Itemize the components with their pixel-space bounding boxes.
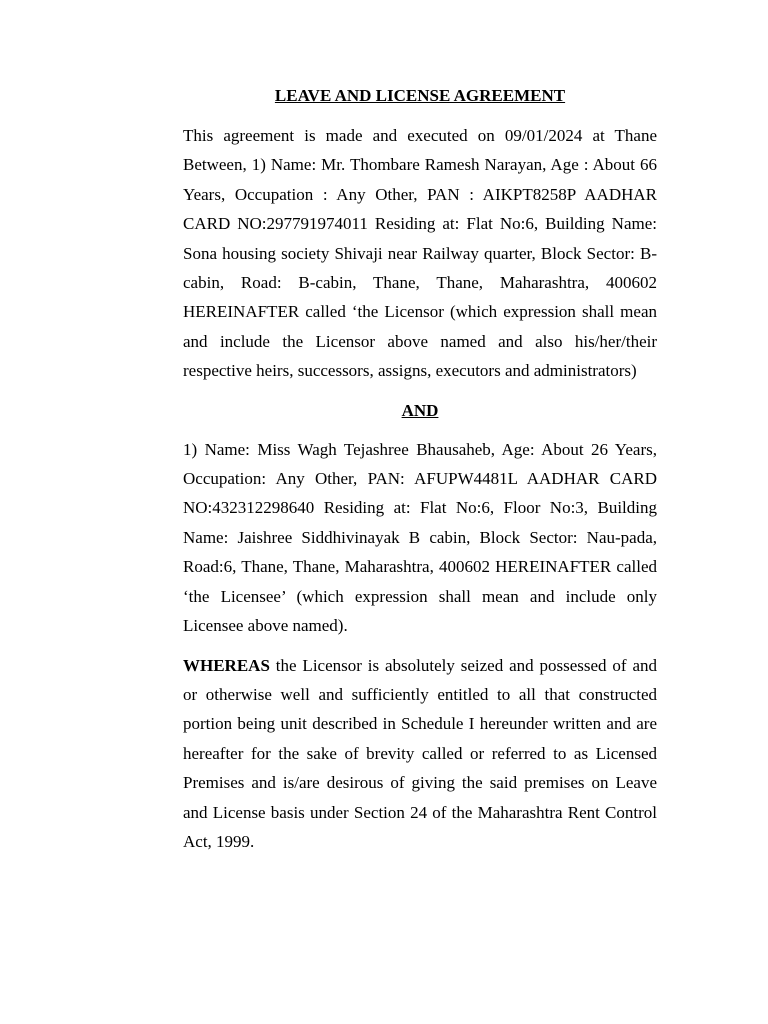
licensee-paragraph: 1) Name: Miss Wagh Tejashree Bhausaheb, Age: About 26 Years, Occupation: Any Other, PAN: AFUPW4481L AADHAR CARD NO:432312298640 Residing at: Flat No:6, Floor No:3, Building Name: Jaishree Siddhivinayak B cabin, Block Sector: Nau-pada, Road:6, Thane, Thane, Maharashtra, 400602 HEREINAFTER called ‘the Licensee’ (which expression shall mean and include only Licensee above named). — [183, 439, 657, 636]
whereas-lead: WHEREAS — [183, 655, 270, 675]
document-page — [183, 84, 657, 856]
and-heading: AND — [401, 400, 439, 420]
licensor-paragraph: This agreement is made and executed on 09/01/2024 at Thane Between, 1) Name: Mr. Thombare Ramesh Narayan, Age : About 66 Years, Occupation : Any Other, PAN : AIKPT8258P AADHAR CARD NO:297791974011 Residing at: Flat No:6, Building Name: Sona housing society Shivaji near Railway quarter, Block Sector: B-cabin, Road: B-cabin, Thane, Thane, Maharashtra, 400602 HEREINAFTER called ‘the Licensor (which expression shall mean and include the Licensor above named and also his/her/their respective heirs, successors, assigns, executors and administrators) — [183, 126, 657, 381]
agreement-title: LEAVE AND LICENSE AGREEMENT — [274, 86, 566, 105]
paragraph-spacer — [183, 641, 657, 651]
whereas-paragraph — [183, 651, 657, 857]
whereas-text: the Licensor is absolutely seized and possessed of and or otherwise well and sufficiently entitled to all that constructed portion being unit described in Schedule I hereunder written and are hereafter for the sake of brevity called or referred to as Licensed Premises and is/are desirous of giving the said premises on Leave and License basis under Section 24 of the Maharashtra Rent Control Act, 1999. — [183, 655, 657, 851]
